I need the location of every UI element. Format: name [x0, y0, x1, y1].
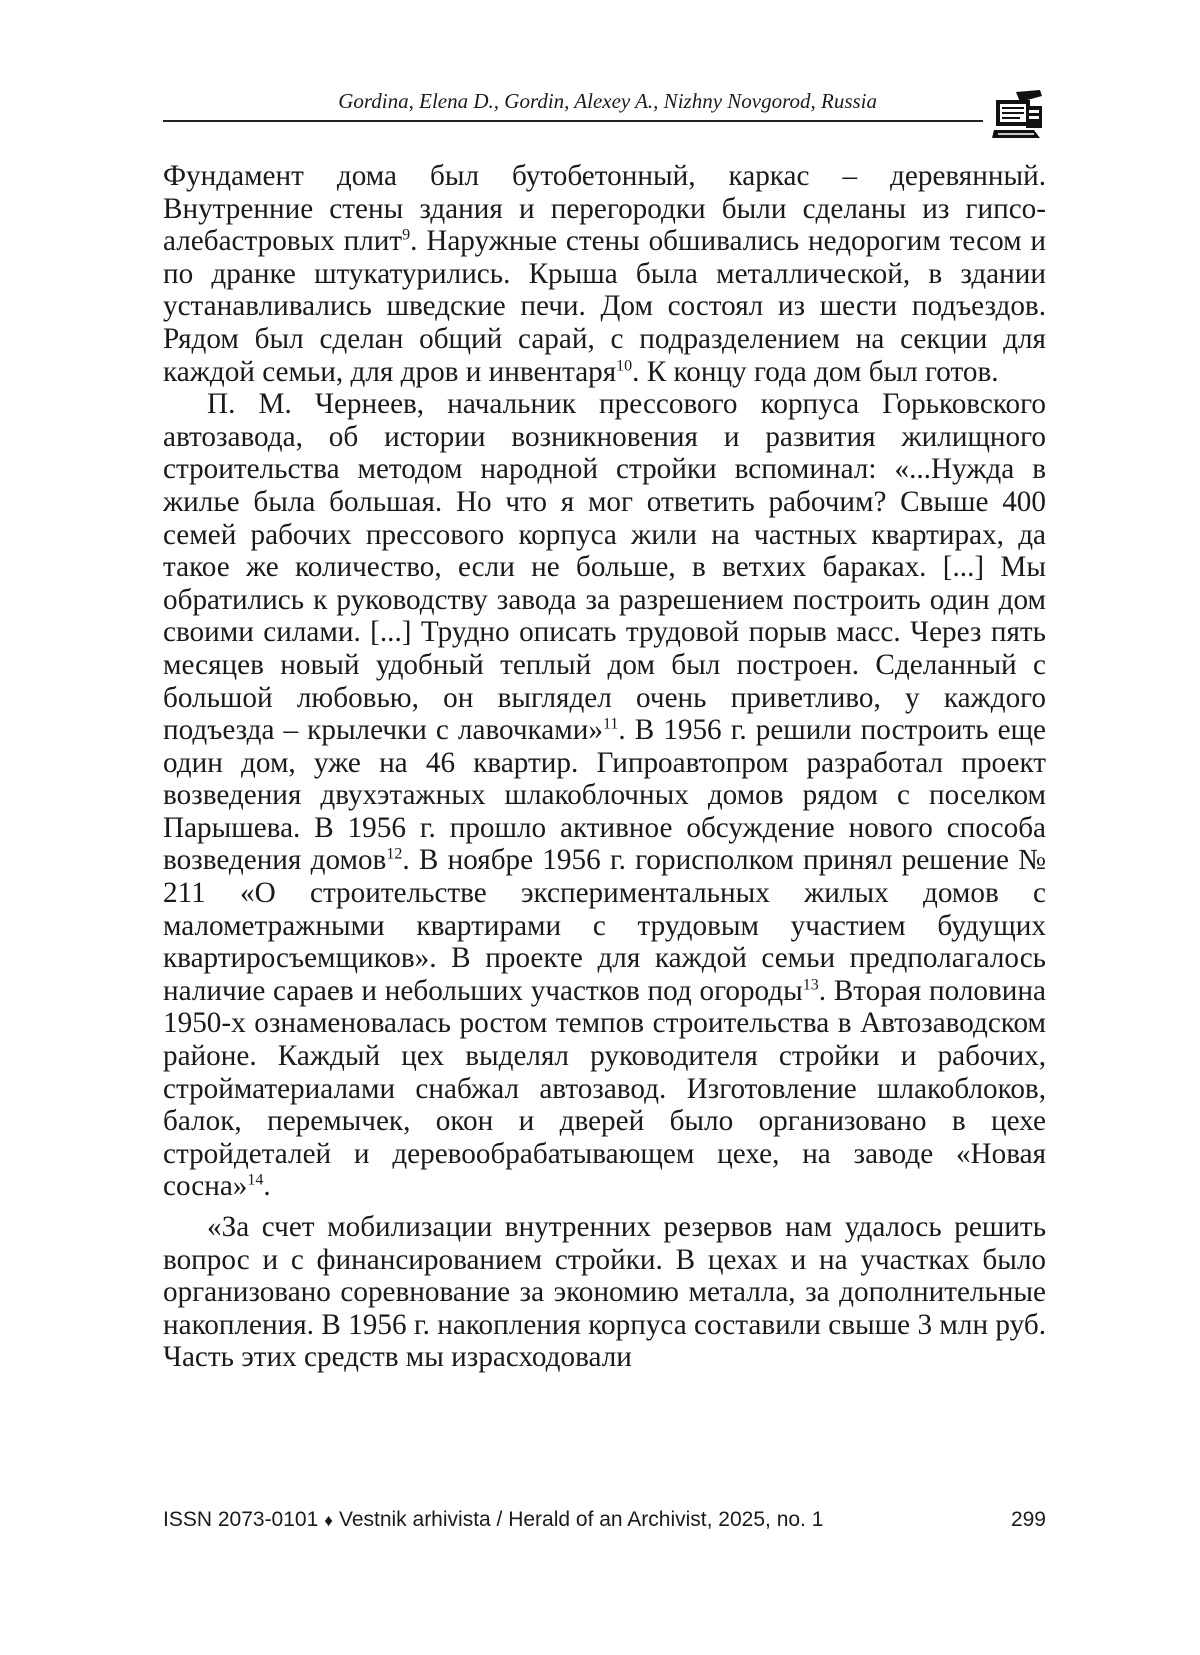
running-head [163, 84, 983, 122]
paragraph-3: «За счет мобилизации внутренних резервов нам удалось решить вопрос и с финансированием стройки. В цехах и на участках было организовано соревнование за экономию металла, за дополнительные накопления. В 1956 г. накопления корпуса составили свыше 3 млн руб. Часть этих средств мы израсходовали [163, 1211, 1046, 1374]
running-head-text: Gordina, Elena D., Gordin, Alexey A., Nizhny Novgorod, Russia [338, 89, 877, 113]
paragraph-1: Фундамент дома был бутобетонный, каркас – деревянный. Внутренние стены здания и перегородки были сделаны из гипсо-алебастровых плит$^9$. Наружные стены обшивались недорогим тесом и по дранке штукатурились. Крыша была металлической, в здании устанавливались шведские печи. Дом состоял из шести подъездов. Рядом был сделан общий сарай, с подразделением на секции для каждой семьи, для дров и инвентаря$^{10}$. К концу года дом был готов. [163, 160, 1046, 388]
paragraph-2: П. М. Чернеев, начальник прессового корпуса Горьковского автозавода, об истории возникновения и развития жилищного строительства методом народной стройки вспоминал: «...Нужда в жилье была большая. Но что я мог ответить рабочим? Свыше 400 семей рабочих прессового корпуса жили на частных квартирах, да такое же количество, если не больше, в ветхих бараках. [...] Мы обратились к руководству завода за разрешением построить один дом своими силами. [...] Трудно описать трудовой порыв масс. Через пять месяцев новый удобный теплый дом был построен. Сделанный с большой любовью, он выглядел очень приветливо, у каждого подъезда – крылечки с лавочками»$^{11}$. В 1956 г. решили построить еще один дом, уже на 46 квартир. Гипроавтопром разработал проект возведения двухэтажных шлакоблочных домов рядом с поселком Парышева. В 1956 г. прошло активное обсуждение нового способа возведения домов$^{12}$. В ноябре 1956 г. горисполком принял решение № 211 «О строительстве экспериментальных жилых домов с малометражными квартирами с трудовым участием будущих квартиросъемщиков». В проекте для каждой семьи предполагалось наличие сараев и небольших участков под огороды$^{13}$. Вторая половина 1950-х ознаменовалась ростом темпов строительства в Автозаводском районе. Каждый цех выделял руководителя стройки и рабочих, стройматериалами снабжал автозавод. Изготовление шлакоблоков, балок, перемычек, окон и дверей было организовано в цехе стройдеталей и деревообрабатывающем цехе, на заводе «Новая сосна»$^{14}$. [163, 388, 1046, 1203]
page-number: 299 [1010, 1508, 1046, 1531]
issn: ISSN 2073-0101 [163, 1508, 319, 1531]
footnote-ref-9[interactable]: 9 [402, 226, 411, 244]
footnote-ref-13[interactable]: 13 [802, 976, 819, 994]
diamond-separator-icon: ♦ [324, 1511, 333, 1530]
footnote-ref-14[interactable]: 14 [247, 1172, 264, 1190]
footnote-ref-10[interactable]: 10 [616, 357, 633, 375]
article-body [163, 160, 1046, 1374]
page-footer [163, 1506, 1046, 1535]
archive-computer-logo-icon [990, 86, 1046, 142]
footnote-ref-12[interactable]: 12 [386, 846, 403, 864]
journal-citation: Vestnik arhivista / Herald of an Archivist, 2025, no. 1 [338, 1508, 824, 1531]
footnote-ref-11[interactable]: 11 [602, 715, 619, 733]
